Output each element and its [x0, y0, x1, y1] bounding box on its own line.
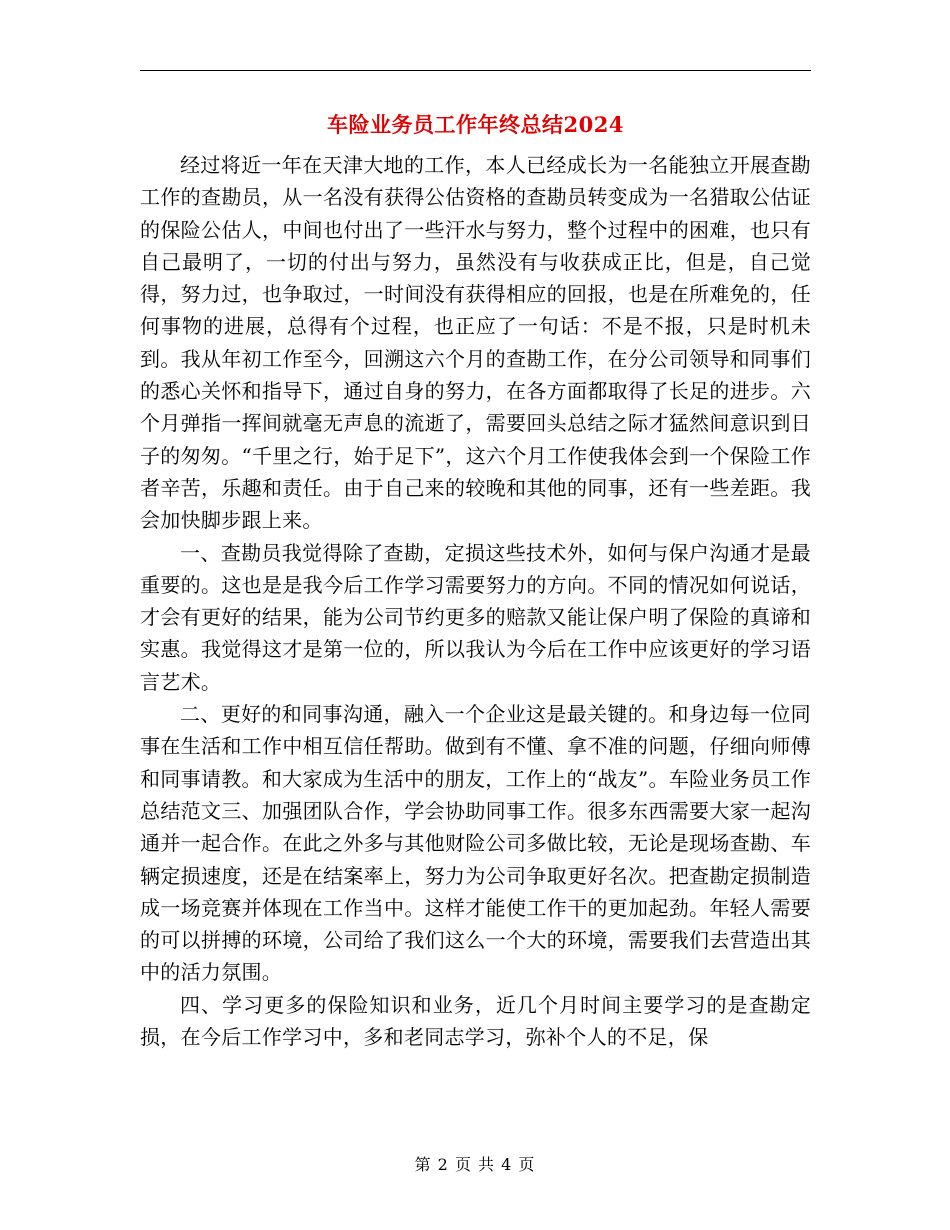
page-number-footer: 第 2 页 共 4 页 [414, 1155, 536, 1174]
body-paragraph-4: 四、学习更多的保险知识和业务，近几个月时间主要学习的是查勘定损，在今后工作学习中，多和老同志学习，弥补个人的不足，保 [140, 992, 811, 1050]
document-title: 车险业务员工作年终总结2024 [327, 112, 624, 137]
document-body [140, 149, 811, 1053]
body-paragraph-3: 二、更好的和同事沟通，融入一个企业这是最关键的。和身边每一位同事在生活和工作中相互信任帮助。做到有不懂、拿不准的问题，仔细向师傅和同事请教。和大家成为生活中的朋友，工作上的“战友”。车险业务员工作总结范文三、加强团队合作，学会协助同事工作。很多东西需要大家一起沟通并一起合作。在此之外多与其他财险公司多做比较，无论是现场查勘、车辆定损速度，还是在结案率上，努力为公司争取更好名次。把查勘定损制造成一场竞赛并体现在工作当中。这样才能使工作干的更加起劲。年轻人需要的可以拼搏的环境，公司给了我们这么一个大的环境，需要我们去营造出其中的活力氛围。 [140, 702, 811, 985]
body-paragraph-2: 一、查勘员我觉得除了查勘，定损这些技术外，如何与保户沟通才是最重要的。这也是是我今后工作学习需要努力的方向。不同的情况如何说话，才会有更好的结果，能为公司节约更多的赔款又能让保户明了保险的真谛和实惠。我觉得这才是第一位的，所以我认为今后在工作中应该更好的学习语言艺术。 [140, 540, 811, 694]
header-rule [140, 70, 811, 71]
body-paragraph-1: 经过将近一年在天津大地的工作，本人已经成长为一名能独立开展查勘工作的查勘员，从一名没有获得公估资格的查勘员转变成为一名猎取公估证的保险公估人，中间也付出了一些汗水与努力，整个过程中的困难，也只有自己最明了，一切的付出与努力，虽然没有与收获成正比，但是，自己觉得，努力过，也争取过，一时间没有获得相应的回报，也是在所难免的，任何事物的进展，总得有个过程，也正应了一句话：不是不报，只是时机未到。我从年初工作至今，回溯这六个月的查勘工作，在分公司领导和同事们的悉心关怀和指导下，通过自身的努力，在各方面都取得了长足的进步。六个月弹指一挥间就毫无声息的流逝了，需要回头总结之际才猛然间意识到日子的匆匆。“千里之行，始于足下”，这六个月工作使我体会到一个保险工作者辛苦，乐趣和责任。由于自己来的较晚和其他的同事，还有一些差距。我会加快脚步跟上来。 [140, 153, 811, 533]
